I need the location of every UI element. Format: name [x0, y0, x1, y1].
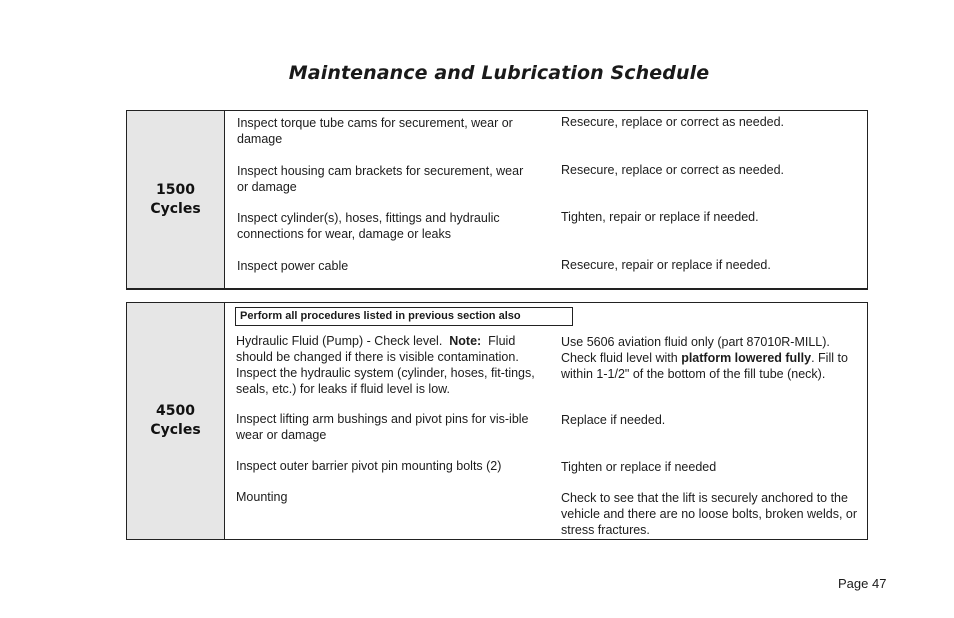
action-text: Resecure, replace or correct as needed.	[561, 115, 785, 129]
action-text: Resecure, repair or replace if needed.	[561, 258, 771, 272]
page-number: Page 47	[838, 576, 887, 591]
note-label: Note:	[449, 334, 482, 348]
interval-label	[150, 402, 200, 440]
action-text: Replace if needed.	[561, 413, 666, 427]
action-text	[561, 334, 866, 382]
action-text-part: . Fill to within 1-1/2" of the bottom of the fill tube (neck).	[561, 351, 848, 381]
page-title: Maintenance and Lubrication Schedule	[288, 62, 710, 84]
interval-label-cell	[127, 303, 225, 539]
action-text: Check to see that the lift is securely anchored to the vehicle and there are no loose bolts, broken welds, or stress fractures.	[561, 491, 858, 537]
action-emphasis: platform lowered fully	[681, 351, 812, 365]
interval-number: 1500	[156, 181, 195, 198]
task-text: Mounting	[236, 490, 288, 504]
task-text: Inspect cylinder(s), hoses, fittings and hydraulic connections for wear, damage or leaks	[237, 211, 500, 241]
action-text: Tighten or replace if needed	[561, 460, 717, 474]
interval-unit: Cycles	[150, 200, 201, 217]
schedule-section-1500	[126, 110, 868, 290]
task-text: Inspect power cable	[237, 259, 349, 273]
action-text: Resecure, replace or correct as needed.	[561, 163, 785, 177]
task-text: Inspect torque tube cams for securement, wear or damage	[237, 116, 513, 146]
task-text-part: Hydraulic Fluid (Pump) - Check level.	[236, 334, 443, 348]
task-text-part: Fluid should be changed if there is visible contamination. Inspect the hydraulic system (cylinder, hoses, fit-tings, seals, etc.) for leaks if fluid level is low.	[236, 334, 535, 396]
interval-label-cell	[127, 111, 225, 288]
task-text: Inspect lifting arm bushings and pivot pins for vis-ible wear or damage	[236, 412, 529, 442]
task-text	[236, 333, 536, 397]
interval-number: 4500	[156, 403, 195, 419]
action-text: Tighten, repair or replace if needed.	[561, 210, 759, 224]
section-note: Perform all procedures listed in previous section also	[235, 307, 573, 326]
task-text: Inspect outer barrier pivot pin mounting bolts (2)	[236, 459, 502, 473]
interval-label	[150, 181, 200, 219]
schedule-section-4500	[126, 302, 868, 540]
action-text-part: Use 5606 aviation fluid only (part 87010R-MILL). Check fluid level with	[561, 335, 830, 365]
interval-unit: Cycles	[150, 422, 201, 438]
task-text: Inspect housing cam brackets for securement, wear or damage	[237, 164, 524, 194]
